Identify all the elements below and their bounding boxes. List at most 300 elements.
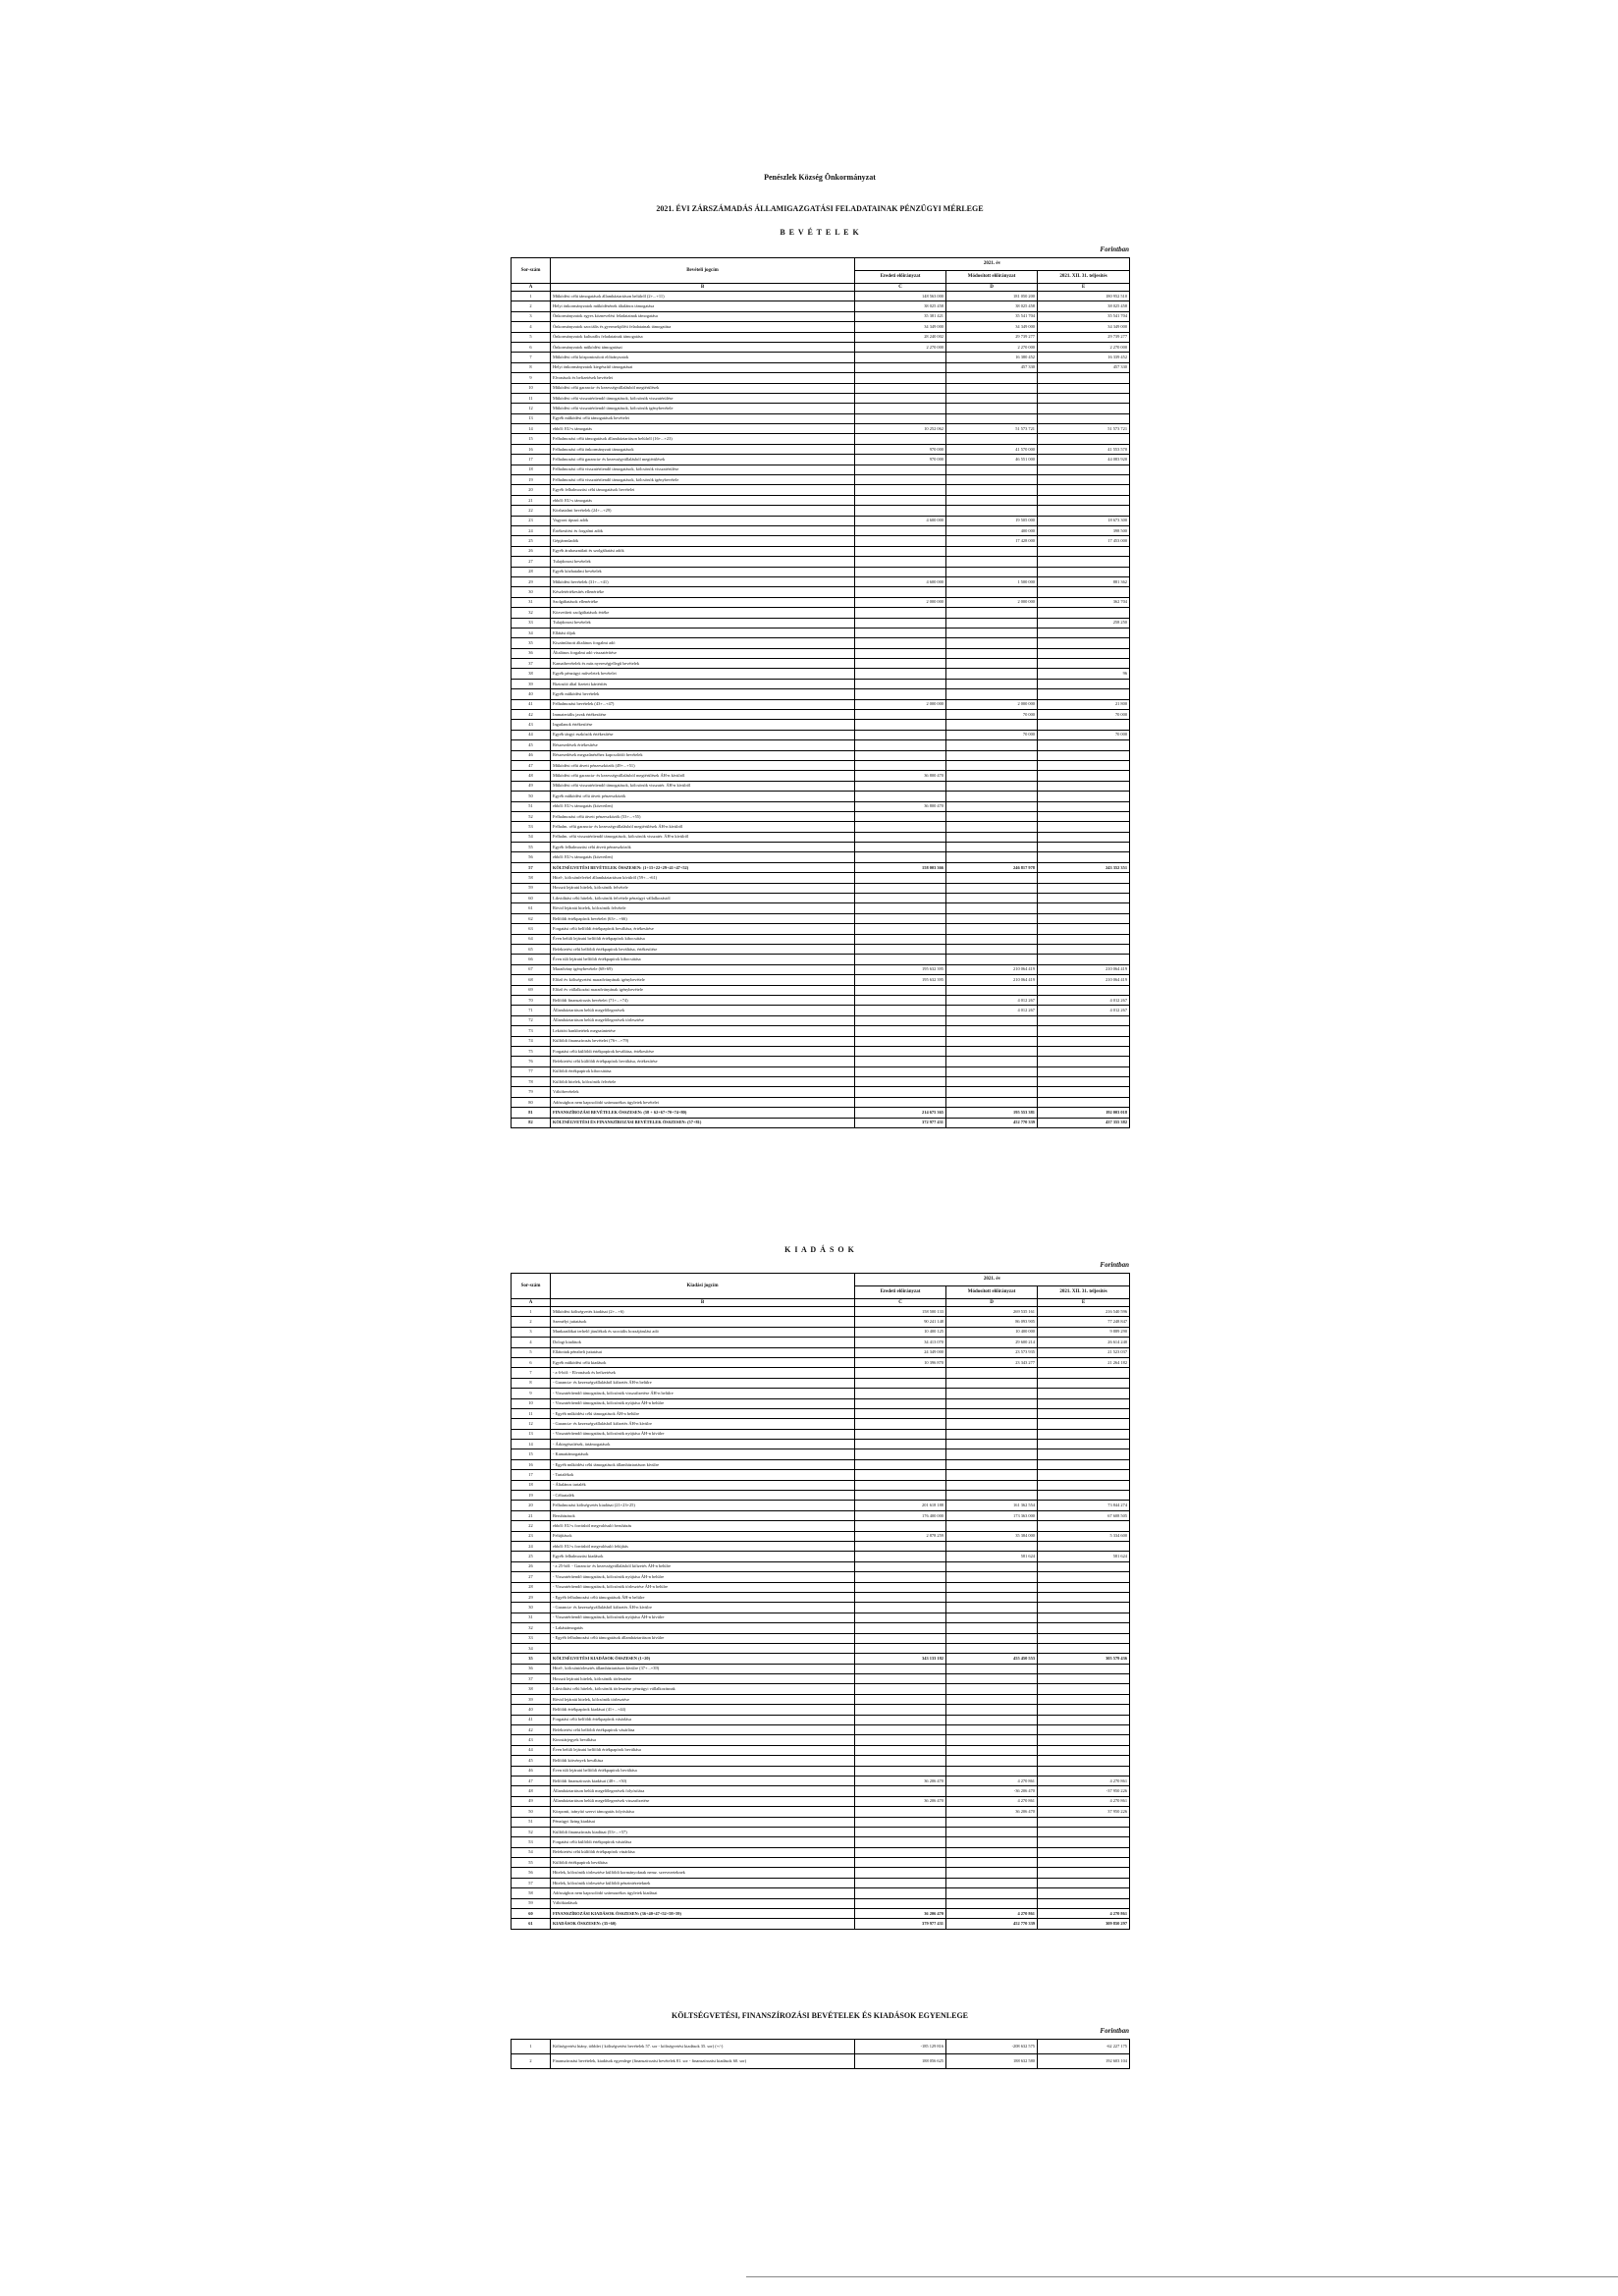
actual-value: -62 227 175 [1038,2040,1130,2054]
row-label: Helyi önkormányzatok kiegészítő támogatásai [551,362,855,372]
original-value [855,536,946,546]
actual-value [1038,945,1130,955]
document-title: 2021. ÉVI ZÁRSZÁMADÁS ÁLLAMIGAZGATÁSI FELADATAINAK PÉNZÜGYI MÉRLEGE [656,204,984,213]
actual-value [1038,811,1130,821]
modified-value: 452 770 339 [946,1919,1038,1929]
table-row [512,444,1130,454]
actual-value [1038,679,1130,688]
modified-value [946,1408,1038,1418]
row-number: 48 [512,1786,551,1796]
table-row [512,567,1130,576]
actual-value [1038,1057,1130,1066]
table-row [512,913,1130,923]
table-row [512,1664,1130,1673]
row-number: 43 [512,1735,551,1745]
modified-value [946,1674,1038,1684]
table-row [512,679,1130,688]
original-value [855,1398,946,1408]
modified-value: 41 570 000 [946,444,1038,454]
modified-value [946,801,1038,811]
row-number: 3 [512,1327,551,1337]
table-row [512,1776,1130,1785]
modified-value [946,1664,1038,1673]
row-number: 10 [512,1398,551,1408]
actual-value: 210 064 419 [1038,964,1130,974]
original-value: 4 600 000 [855,576,946,586]
row-label: Rövid lejáratú hitelek, kölcsönök felvétele [551,903,855,913]
row-label: - Általános tartalék [551,1480,855,1490]
table-row [512,1807,1130,1817]
modified-value [946,404,1038,413]
table-row [512,975,1130,985]
table-row [512,1572,1130,1582]
modified-value [946,628,1038,637]
row-label: Éven belüli lejáratú belföldi értékpapírok kibocsátása [551,934,855,944]
actual-value: 457 330 [1038,362,1130,372]
original-value [855,1459,946,1469]
modified-value [946,1898,1038,1908]
row-label: - Egyéb felhalmozási célú támogatások ÁH-n belülre [551,1592,855,1602]
original-value [855,903,946,913]
row-label: Likviditási célú hitelek, kölcsönök felvétele pénzügyi vállalkozástól [551,894,855,903]
original-value [855,1623,946,1633]
original-value: 36 206 470 [855,1776,946,1785]
original-value [855,495,946,505]
balance-unit-label: Forintban [1100,2027,1129,2035]
row-number: 26 [512,1561,551,1571]
row-label: Működési költségvetés kiadásai (2+...+6) [551,1307,855,1317]
modified-value [946,659,1038,669]
modified-value [946,465,1038,474]
row-number: 55 [512,843,551,852]
row-label: Adóssághoz nem kapcsolódó származékos ügyletek bevételei [551,1097,855,1107]
table-row [512,1066,1130,1076]
table-row [512,669,1130,679]
row-label: Készletértékesítés ellenértéke [551,587,855,597]
modified-value [946,843,1038,852]
row-label: Egyéb működési bevételek [551,689,855,699]
modified-value: 17 428 000 [946,536,1038,546]
row-number: 16 [512,1459,551,1469]
table-row [512,1347,1130,1357]
row-label: ebből: EU-s forrásból megvalósuló felújítás [551,1541,855,1551]
row-number: 48 [512,771,551,781]
actual-value [1038,567,1130,576]
original-value [855,1429,946,1439]
row-number: 25 [512,1552,551,1561]
row-number: 2 [512,301,551,311]
original-value [855,1087,946,1097]
row-number: 21 [512,1510,551,1520]
original-value [855,934,946,944]
row-label: Előző év költségvetési maradványának igénybevétele [551,975,855,985]
original-value [855,659,946,669]
modified-value [946,1480,1038,1490]
table-row [512,434,1130,444]
original-value: 35 381 421 [855,311,946,321]
table-row [512,862,1130,872]
modified-value [946,1419,1038,1429]
row-number: 36 [512,1664,551,1673]
modified-value: 2 000 000 [946,699,1038,709]
row-number: 63 [512,924,551,934]
table-row [512,740,1130,750]
actual-value [1038,792,1130,801]
table-row [512,1357,1130,1367]
original-value: 343 133 182 [855,1654,946,1664]
table-row [512,903,1130,913]
modified-value [946,383,1038,393]
modified-value [946,1521,1038,1531]
actual-value [1038,1046,1130,1056]
actual-value: 881 362 [1038,576,1130,586]
table-row [512,322,1130,332]
modified-value: 452 770 339 [946,1118,1038,1127]
row-number: 2 [512,2054,551,2069]
actual-value: 35 541 704 [1038,311,1130,321]
actual-value: 309 850 297 [1038,1919,1130,1929]
actual-value [1038,1898,1130,1908]
original-value [855,894,946,903]
row-label: Külföldi finanszírozás bevételei (76+...+79) [551,1036,855,1046]
row-label: Működési célú garancia- és kezességvállalásból megtérülések ÁH-n kívülről [551,771,855,781]
row-label: Belföldi finanszírozás kiadásai (48+...+50) [551,1776,855,1785]
row-number: 44 [512,730,551,739]
actual-value [1038,1603,1130,1613]
original-value [855,465,946,474]
actual-value [1038,1613,1130,1622]
actual-value [1038,413,1130,423]
actual-value [1038,1674,1130,1684]
row-number: 61 [512,903,551,913]
modified-value [946,1684,1038,1694]
original-value [855,1664,946,1673]
row-label: ebből: EU-s támogatás (közvetlen) [551,852,855,862]
modified-value: -36 206 470 [946,1786,1038,1796]
table-row [512,843,1130,852]
actual-value [1038,1756,1130,1766]
table-row [512,608,1130,618]
original-value [855,883,946,893]
row-number: 57 [512,862,551,872]
col-header-modified: Módosított előirányzat [946,1286,1038,1299]
modified-value: 4 270 861 [946,1776,1038,1785]
table-row [512,1837,1130,1847]
row-number: 52 [512,1827,551,1836]
row-number: 16 [512,444,551,454]
row-number: 19 [512,1491,551,1501]
table-row [512,1491,1130,1501]
table-row [512,985,1130,995]
actual-value: 44 083 920 [1038,455,1130,465]
row-number: 20 [512,1501,551,1510]
original-value: 90 241 148 [855,1317,946,1327]
actual-value [1038,1036,1130,1046]
actual-value [1038,1705,1130,1715]
table-row [512,1378,1130,1388]
row-number: 37 [512,1674,551,1684]
modified-value: 38 025 458 [946,301,1038,311]
modified-value [946,883,1038,893]
original-value [855,760,946,770]
original-value [855,1592,946,1602]
row-label: Váltóbevételek [551,1087,855,1097]
table-row [512,945,1130,955]
modified-value [946,1036,1038,1046]
row-label: Államháztartáson belüli megelőlegezések folyósítása [551,1786,855,1796]
row-label: Finanszírozási bevételek, kiadások egyenlege (finanszírozási bevételek 81. sor - finanszírozási kiadások 60. sor) [551,2054,855,2069]
row-label: Hitel-, kölcsönfelvétel államháztartáson kívülről (59+...+61) [551,873,855,883]
row-number: 78 [512,1077,551,1087]
actual-value: 192 603 104 [1038,2054,1130,2069]
original-value [855,353,946,362]
table-row [512,873,1130,883]
modified-value [946,760,1038,770]
row-label: - Árkiegészítések, ártámogatások [551,1440,855,1449]
row-label: Önkormányzatok működési támogatásai [551,342,855,352]
modified-value: 195 553 381 [946,1108,1038,1118]
table-row [512,1368,1130,1378]
table-row [512,1408,1130,1418]
table-row [512,1684,1130,1694]
table-row [512,1531,1130,1541]
actual-value: 4 270 861 [1038,1909,1130,1919]
original-value: 36 800 470 [855,801,946,811]
table-row [512,373,1130,383]
row-number: 28 [512,567,551,576]
row-number: 12 [512,1419,551,1429]
row-label: - Visszatérítendő támogatások, kölcsönök nyújtása ÁH-n belülre [551,1572,855,1582]
original-value [855,567,946,576]
organization-name: Penészlek Község Önkormányzat [764,173,876,182]
table-row [512,1715,1130,1724]
modified-value [946,1459,1038,1469]
table-row [512,955,1130,964]
original-value: 28 240 002 [855,332,946,342]
table-row [512,2040,1130,2054]
row-number: 81 [512,1108,551,1118]
table-row [512,475,1130,485]
table-row [512,1429,1130,1439]
row-number: 71 [512,1006,551,1015]
row-label: Helyi önkormányzatok működésének általános támogatása [551,301,855,311]
row-label: Adóssághoz nem kapcsolódó származékos ügyletek kiadásai [551,1888,855,1898]
row-number: 34 [512,628,551,637]
actual-value [1038,1735,1130,1745]
table-row [512,546,1130,556]
original-value [855,1898,946,1908]
actual-value [1038,1664,1130,1673]
row-label: Részesedések értékesítése [551,740,855,750]
modified-value: 181 050 200 [946,292,1038,301]
table-row [512,720,1130,730]
original-value [855,1561,946,1571]
table-row [512,1459,1130,1469]
table-row [512,311,1130,321]
modified-value: 457 330 [946,362,1038,372]
actual-value [1038,852,1130,862]
modified-value [946,1541,1038,1551]
row-number: 53 [512,822,551,832]
modified-value [946,506,1038,516]
original-value [855,393,946,403]
original-value [855,1449,946,1459]
row-number: 22 [512,1521,551,1531]
actual-value [1038,1521,1130,1531]
row-number: 70 [512,995,551,1005]
modified-value: 400 000 [946,525,1038,535]
actual-value: 210 064 419 [1038,975,1130,985]
table-row [512,771,1130,781]
actual-value [1038,587,1130,597]
original-value [855,1582,946,1592]
modified-value [946,1715,1038,1724]
modified-value: 19 505 000 [946,516,1038,525]
actual-value [1038,393,1130,403]
original-value [855,475,946,485]
row-label: Éven túli lejáratú belföldi értékpapírok beváltása [551,1766,855,1776]
modified-value: 35 541 704 [946,311,1038,321]
row-label: - Visszatérítendő támogatások, kölcsönök törlesztése ÁH-n belülre [551,1582,855,1592]
original-value: 10 396 870 [855,1357,946,1367]
row-label: Hosszú lejáratú hitelek, kölcsönök felvétele [551,883,855,893]
revenue-unit-label: Forintban [1100,246,1129,253]
row-number: 47 [512,760,551,770]
modified-value: 35 384 000 [946,1531,1038,1541]
original-value [855,730,946,739]
row-label: Munkaadókat terhelő járulékok és szociális hozzájárulási adó [551,1327,855,1337]
modified-value [946,1817,1038,1827]
row-number: 35 [512,1654,551,1664]
row-label: Befektetési célú külföldi értékpapírok beváltása, értékesítése [551,1057,855,1066]
modified-value [946,945,1038,955]
row-number: 45 [512,1756,551,1766]
table-row [512,455,1130,465]
actual-value [1038,1026,1130,1036]
row-number: 40 [512,689,551,699]
row-number: 30 [512,1603,551,1613]
row-label: Központi, irányító szervi támogatás folyósítása [551,1807,855,1817]
original-value [855,1408,946,1418]
row-number: 9 [512,373,551,383]
original-value: 10 400 125 [855,1327,946,1337]
modified-value [946,1046,1038,1056]
table-row [512,292,1130,301]
table-row [512,1046,1130,1056]
modified-value: 23 343 277 [946,1357,1038,1367]
expenditure-unit-label: Forintban [1100,1261,1129,1269]
table-row [512,465,1130,474]
modified-value [946,1868,1038,1878]
row-label: Külföldi hitelek, kölcsönök felvétele [551,1077,855,1087]
table-row [512,1766,1130,1776]
row-label: Működési célú támogatások államháztartáson belülről (2+...+11) [551,292,855,301]
row-number: 27 [512,1572,551,1582]
table-row [512,1480,1130,1490]
actual-value: 37 950 226 [1038,1807,1130,1817]
modified-value [946,903,1038,913]
modified-value [946,1429,1038,1439]
table-row [512,1725,1130,1735]
table-row [512,618,1130,628]
row-number: 20 [512,485,551,495]
actual-value [1038,1440,1130,1449]
row-label: Felhalmozási célú visszatérítendő támogatások, kölcsönök igénybevétele [551,475,855,485]
row-label: Ellátási díjak [551,628,855,637]
row-number: 80 [512,1097,551,1107]
table-row [512,1827,1130,1836]
original-value: 970 000 [855,455,946,465]
row-number: 11 [512,393,551,403]
row-number: 13 [512,413,551,423]
row-label: Önkormányzatok kulturális feladatainak támogatása [551,332,855,342]
actual-value [1038,1459,1130,1469]
table-row [512,1817,1130,1827]
modified-value [946,1766,1038,1776]
row-number: 6 [512,342,551,352]
table-row [512,1087,1130,1097]
actual-value [1038,648,1130,658]
revenue-table [511,257,1129,1128]
table-row [512,1592,1130,1602]
row-number: 14 [512,1440,551,1449]
row-label: - Garancia- és kezességvállalásból kifizetés ÁH-n belülre [551,1378,855,1388]
modified-value [946,1015,1038,1025]
actual-value [1038,843,1130,852]
row-number: 30 [512,587,551,597]
col-header-row-number: Sor-szám [512,258,551,284]
actual-value: 4 012 267 [1038,1006,1130,1015]
row-number: 24 [512,525,551,535]
modified-value [946,781,1038,791]
original-value [855,1552,946,1561]
original-value: 970 000 [855,444,946,454]
table-row [512,506,1130,516]
actual-value [1038,628,1130,637]
row-label: Forgatási célú külföldi értékpapírok beváltása, értékesítése [551,1046,855,1056]
table-row [512,576,1130,586]
modified-value: 86 093 905 [946,1317,1038,1327]
actual-value [1038,485,1130,495]
table-row [512,424,1130,434]
row-number: 72 [512,1015,551,1025]
row-label: ebből: EU-s támogatás [551,495,855,505]
actual-value [1038,1449,1130,1459]
row-number: 1 [512,292,551,301]
table-row [512,710,1130,720]
row-number: 62 [512,913,551,923]
modified-value [946,1470,1038,1480]
actual-value [1038,1066,1130,1076]
modified-value: 29 600 214 [946,1338,1038,1347]
modified-value [946,413,1038,423]
row-number: 25 [512,536,551,546]
row-label: Előző év vállalkozási maradványának igénybevétele [551,985,855,995]
table-row [512,1307,1130,1317]
row-number: 50 [512,1807,551,1817]
row-number: 68 [512,975,551,985]
row-label: Belföldi finanszírozás bevételei (71+...+74) [551,995,855,1005]
table-row [512,393,1130,403]
table-row [512,1552,1130,1561]
modified-value [946,1582,1038,1592]
actual-value: 437 355 382 [1038,1118,1130,1127]
col-header-original: Eredeti előirányzat [855,1286,946,1299]
row-number: 32 [512,608,551,618]
actual-value [1038,822,1130,832]
col-letter: B [551,1299,855,1307]
table-row [512,1327,1130,1337]
